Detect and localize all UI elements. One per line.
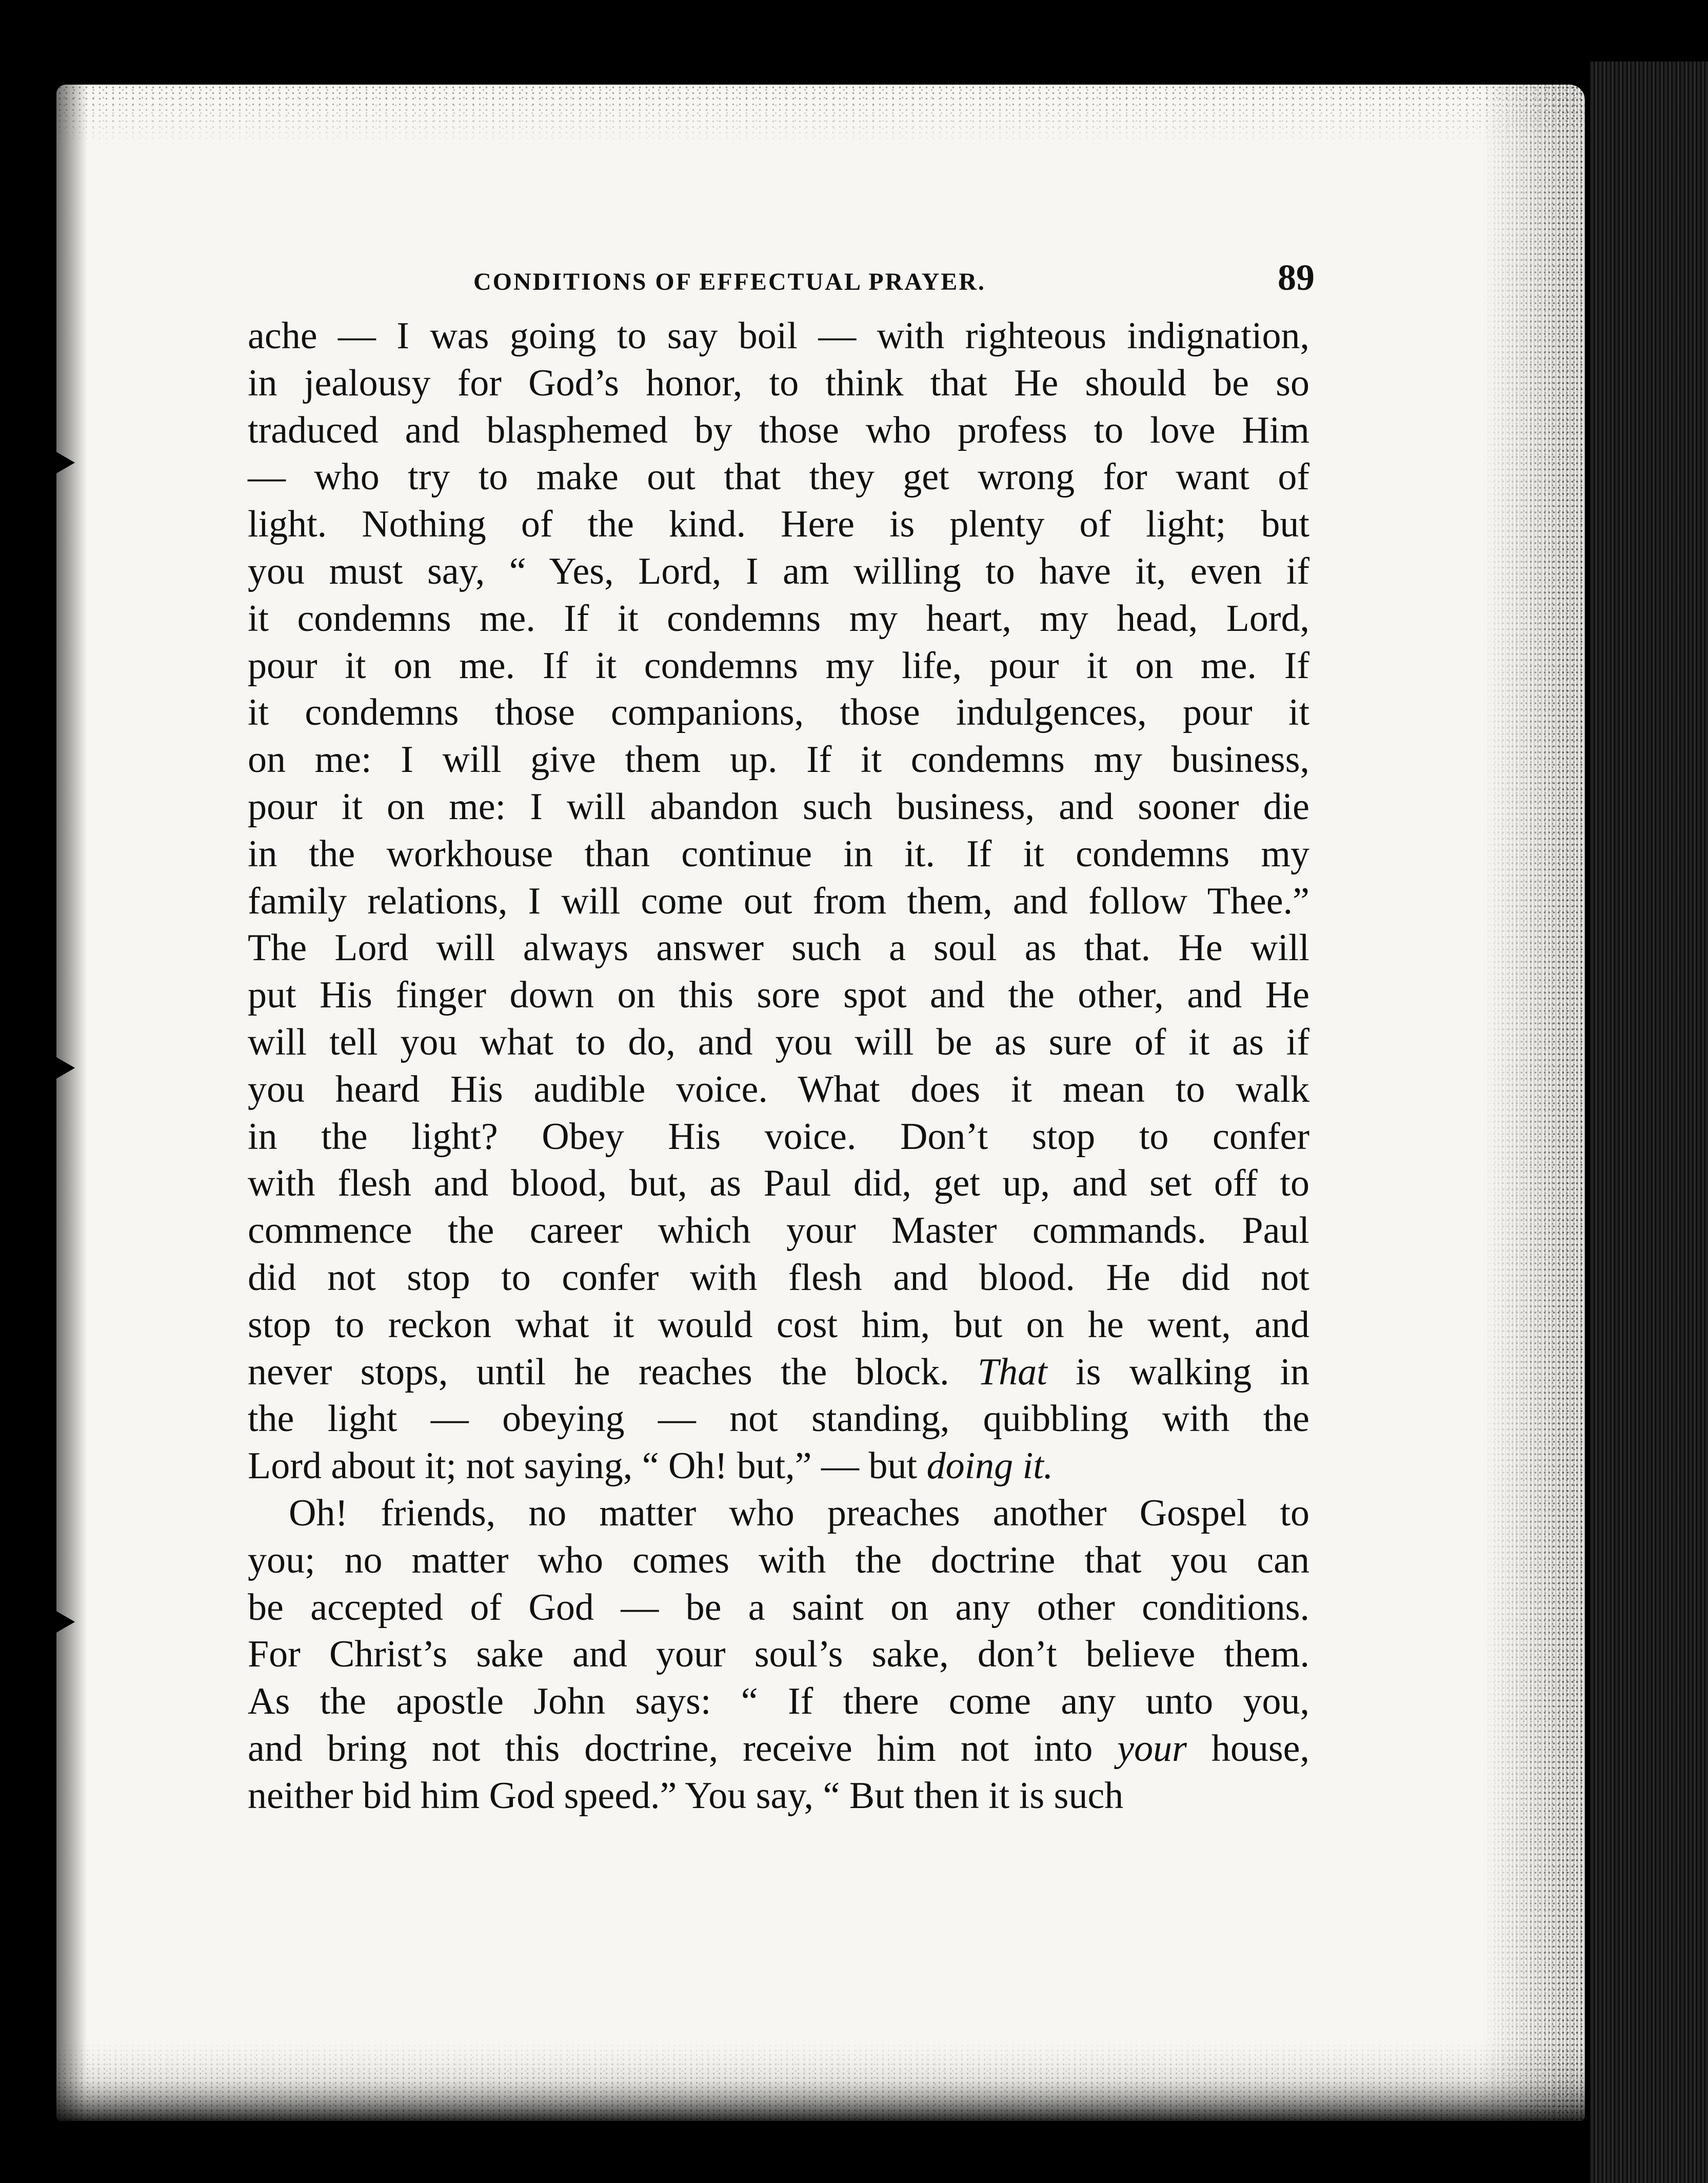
text-line bbox=[248, 1066, 1309, 1114]
text-line bbox=[248, 1160, 1309, 1207]
text-line bbox=[248, 1584, 1309, 1632]
text-run: did not stop to confer with flesh and blood. He did not bbox=[248, 1256, 1309, 1299]
text-line bbox=[248, 313, 1309, 360]
text-run: you heard His audible voice. What does it mean to walk bbox=[248, 1068, 1309, 1110]
text-line bbox=[248, 501, 1309, 548]
italic-text: doing it. bbox=[926, 1445, 1054, 1487]
text-run: pour it on me: I will abandon such business, and sooner die bbox=[248, 785, 1309, 828]
text-line bbox=[248, 1443, 1309, 1490]
spine-notch bbox=[55, 451, 75, 474]
book-binding-edge bbox=[1590, 62, 1708, 2183]
text-line bbox=[248, 1349, 1309, 1396]
text-line bbox=[248, 737, 1309, 784]
text-run: traduced and blasphemed by those who profess to love Him bbox=[248, 409, 1309, 451]
text-line bbox=[248, 1302, 1309, 1349]
text-line bbox=[248, 360, 1309, 407]
text-run: you; no matter who comes with the doctrine that you can bbox=[248, 1539, 1309, 1581]
italic-text: your bbox=[1117, 1727, 1187, 1770]
text-line bbox=[248, 1255, 1309, 1302]
spine-notch bbox=[55, 1057, 75, 1079]
text-run: it condemns me. If it condemns my heart, my head, Lord, bbox=[248, 597, 1309, 640]
text-line bbox=[248, 689, 1309, 737]
text-line bbox=[248, 1773, 1309, 1820]
page-number: 89 bbox=[1278, 257, 1315, 298]
text-run: stop to reckon what it would cost him, but on he went, and bbox=[248, 1303, 1309, 1346]
text-run: family relations, I will come out from them, and follow Thee.” bbox=[248, 880, 1309, 922]
text-line bbox=[248, 1114, 1309, 1161]
page-left-shadow bbox=[56, 85, 87, 2121]
text-line bbox=[248, 1207, 1309, 1255]
page-top-speckle bbox=[56, 85, 1585, 146]
text-run: Oh! friends, no matter who preaches another Gospel to bbox=[289, 1492, 1309, 1534]
text-line bbox=[248, 596, 1309, 643]
text-line bbox=[248, 454, 1309, 501]
page-bottom-speckle bbox=[56, 2039, 1585, 2121]
text-line bbox=[248, 925, 1309, 972]
text-run: neither bid him God speed.” You say, “ But then it is such bbox=[248, 1774, 1124, 1817]
text-run: it condemns those companions, those indulgences, pour it bbox=[248, 691, 1309, 734]
text-line bbox=[248, 1490, 1309, 1537]
text-line bbox=[248, 784, 1309, 831]
text-line bbox=[248, 972, 1309, 1019]
text-line bbox=[248, 831, 1309, 878]
text-line bbox=[248, 1631, 1309, 1678]
text-run: pour it on me. If it condemns my life, pour it on me. If bbox=[248, 644, 1309, 687]
text-run: For Christ’s sake and your soul’s sake, don’t believe them. bbox=[248, 1633, 1309, 1676]
text-run: is walking in bbox=[1047, 1351, 1310, 1393]
text-line bbox=[248, 1019, 1309, 1066]
text-run: in jealousy for God’s honor, to think that He should be so bbox=[248, 362, 1309, 404]
text-run: commence the career which your Master commands. Paul bbox=[248, 1209, 1309, 1252]
text-line bbox=[248, 643, 1309, 690]
text-run: As the apostle John says: “ If there come any unto you, bbox=[248, 1680, 1309, 1723]
paragraph bbox=[248, 1490, 1309, 1820]
text-line bbox=[248, 878, 1309, 925]
text-line bbox=[248, 407, 1309, 454]
text-run: will tell you what to do, and you will be as sure of it as if bbox=[248, 1021, 1309, 1063]
text-run: light. Nothing of the kind. Here is plenty of light; but bbox=[248, 503, 1309, 546]
text-line bbox=[248, 1725, 1309, 1773]
text-line bbox=[248, 1396, 1309, 1443]
text-run: be accepted of God — be a saint on any other conditions. bbox=[248, 1586, 1309, 1629]
text-run: in the light? Obey His voice. Don’t stop to confer bbox=[248, 1115, 1309, 1158]
text-line bbox=[248, 1537, 1309, 1584]
spine-notch bbox=[55, 1611, 75, 1633]
page-right-speckle bbox=[1482, 85, 1585, 2121]
text-run: — who try to make out that they get wrong for want of bbox=[248, 456, 1309, 499]
text-run: and bring not this doctrine, receive him not into bbox=[248, 1727, 1118, 1770]
text-line bbox=[248, 548, 1309, 596]
text-run: never stops, until he reaches the block. bbox=[248, 1351, 978, 1393]
text-run: Lord about it; not saying, “ Oh! but,” — but bbox=[248, 1445, 927, 1487]
text-run: on me: I will give them up. If it condemns my business, bbox=[248, 739, 1309, 781]
text-run: in the workhouse than continue in it. If it condemns my bbox=[248, 832, 1309, 875]
running-head-title: CONDITIONS OF EFFECTUAL PRAYER. bbox=[473, 268, 986, 295]
text-run: ache — I was going to say boil — with righteous indignation, bbox=[248, 315, 1309, 357]
text-run: The Lord will always answer such a soul as that. He will bbox=[248, 927, 1309, 969]
text-line bbox=[248, 1678, 1309, 1725]
text-run: house, bbox=[1186, 1727, 1309, 1770]
text-run: the light — obeying — not standing, quibbling with the bbox=[248, 1398, 1309, 1440]
text-run: with flesh and blood, but, as Paul did, get up, and set off to bbox=[248, 1162, 1309, 1205]
body-text bbox=[248, 313, 1309, 1820]
paragraph bbox=[248, 313, 1309, 1490]
italic-text: That bbox=[977, 1351, 1047, 1393]
running-head bbox=[248, 256, 1315, 313]
text-run: you must say, “ Yes, Lord, I am willing to have it, even if bbox=[248, 550, 1309, 592]
text-run: put His finger down on this sore spot and the other, and He bbox=[248, 974, 1309, 1017]
page-text-block bbox=[248, 256, 1315, 1820]
